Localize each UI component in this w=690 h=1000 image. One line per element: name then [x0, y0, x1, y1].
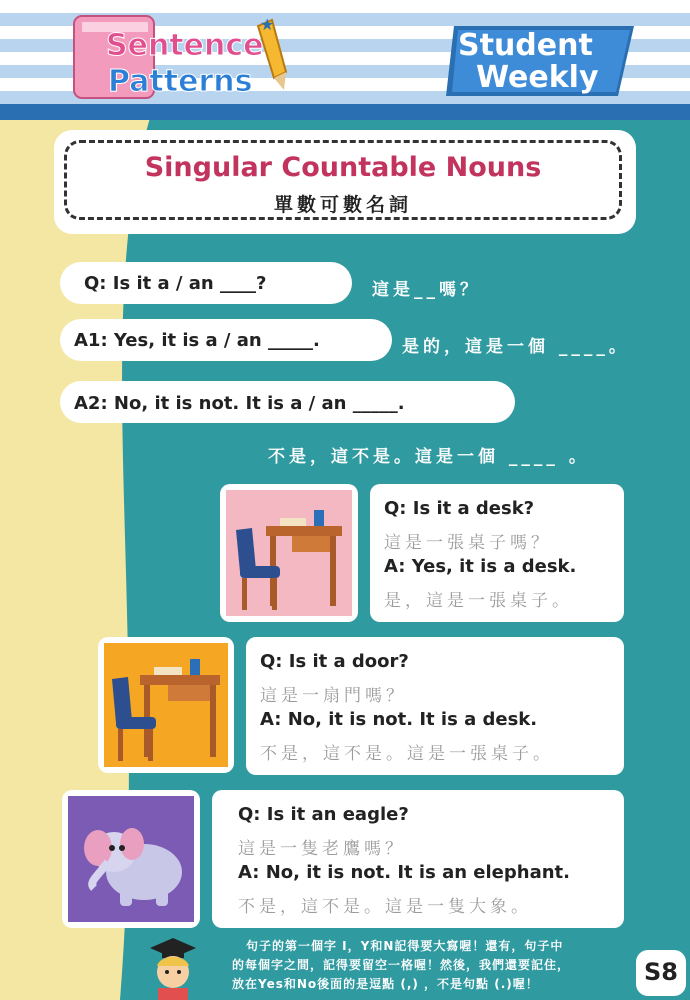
example-2-answer-en: A: No, it is not. It is a desk. [260, 709, 538, 730]
logo-left-line1: Sentence [106, 28, 264, 63]
desk-chair-orange-illustration [104, 643, 228, 767]
logo-right-line2: Weekly [476, 60, 599, 95]
pattern-answer-no-en: A2: No, it is not. It is a / an _____. [74, 393, 405, 414]
student-weekly-logo [446, 16, 642, 102]
graduate-boy-icon [140, 934, 206, 1000]
header-band [0, 104, 690, 120]
logo-left-line2: Patterns [108, 64, 253, 99]
example-3-answer-en: A: No, it is not. It is an elephant. [238, 862, 570, 883]
pattern-answer-no-zh: 不是，這不是。這是一個 ____ 。 [268, 447, 590, 467]
example-1-question-en: Q: Is it a desk? [384, 498, 535, 519]
example-1-answer-zh: 是，這是一張桌子。 [384, 591, 573, 611]
tip-note-line-2: 的每個字之間，記得要留空一格喔！然後，我們還要記住， [232, 958, 571, 972]
elephant-illustration [68, 796, 194, 922]
tip-note-line-1: 句子的第一個字 I，Y和N記得要大寫喔！還有，句子中 [246, 939, 564, 953]
page-number: S8 [644, 958, 678, 986]
example-1-question-zh: 這是一張桌子嗎？ [384, 533, 552, 553]
example-3-answer-zh: 不是，這不是。這是一隻大象。 [238, 897, 532, 917]
page-title-chinese: 單數可數名詞 [273, 194, 412, 216]
example-2-answer-zh: 不是，這不是。這是一張桌子。 [260, 744, 554, 764]
page-title: Singular Countable Nouns [144, 152, 542, 183]
example-3-question-zh: 這是一隻老鷹嗎？ [238, 839, 406, 859]
pattern-answer-yes-en: A1: Yes, it is a / an _____. [74, 330, 320, 351]
svg-text:★: ★ [260, 15, 275, 34]
sentence-patterns-logo [72, 12, 292, 106]
logo-right-line1: Student [458, 28, 593, 63]
example-3-question-en: Q: Is it an eagle? [238, 804, 409, 825]
desk-chair-illustration [226, 490, 352, 616]
example-1-answer-en: A: Yes, it is a desk. [384, 556, 577, 577]
pattern-question-zh: 這是__嗎？ [372, 280, 481, 300]
example-2-question-zh: 這是一扇門嗎？ [260, 686, 407, 706]
pattern-question-en: Q: Is it a / an ____? [84, 273, 267, 294]
tip-note-line-3: 放在Yes和No後面的是逗點 (,) ，不是句點 (.)喔！ [232, 977, 539, 991]
example-2-question-en: Q: Is it a door? [260, 651, 409, 672]
pattern-answer-yes-zh: 是的，這是一個 ____。 [402, 337, 630, 357]
